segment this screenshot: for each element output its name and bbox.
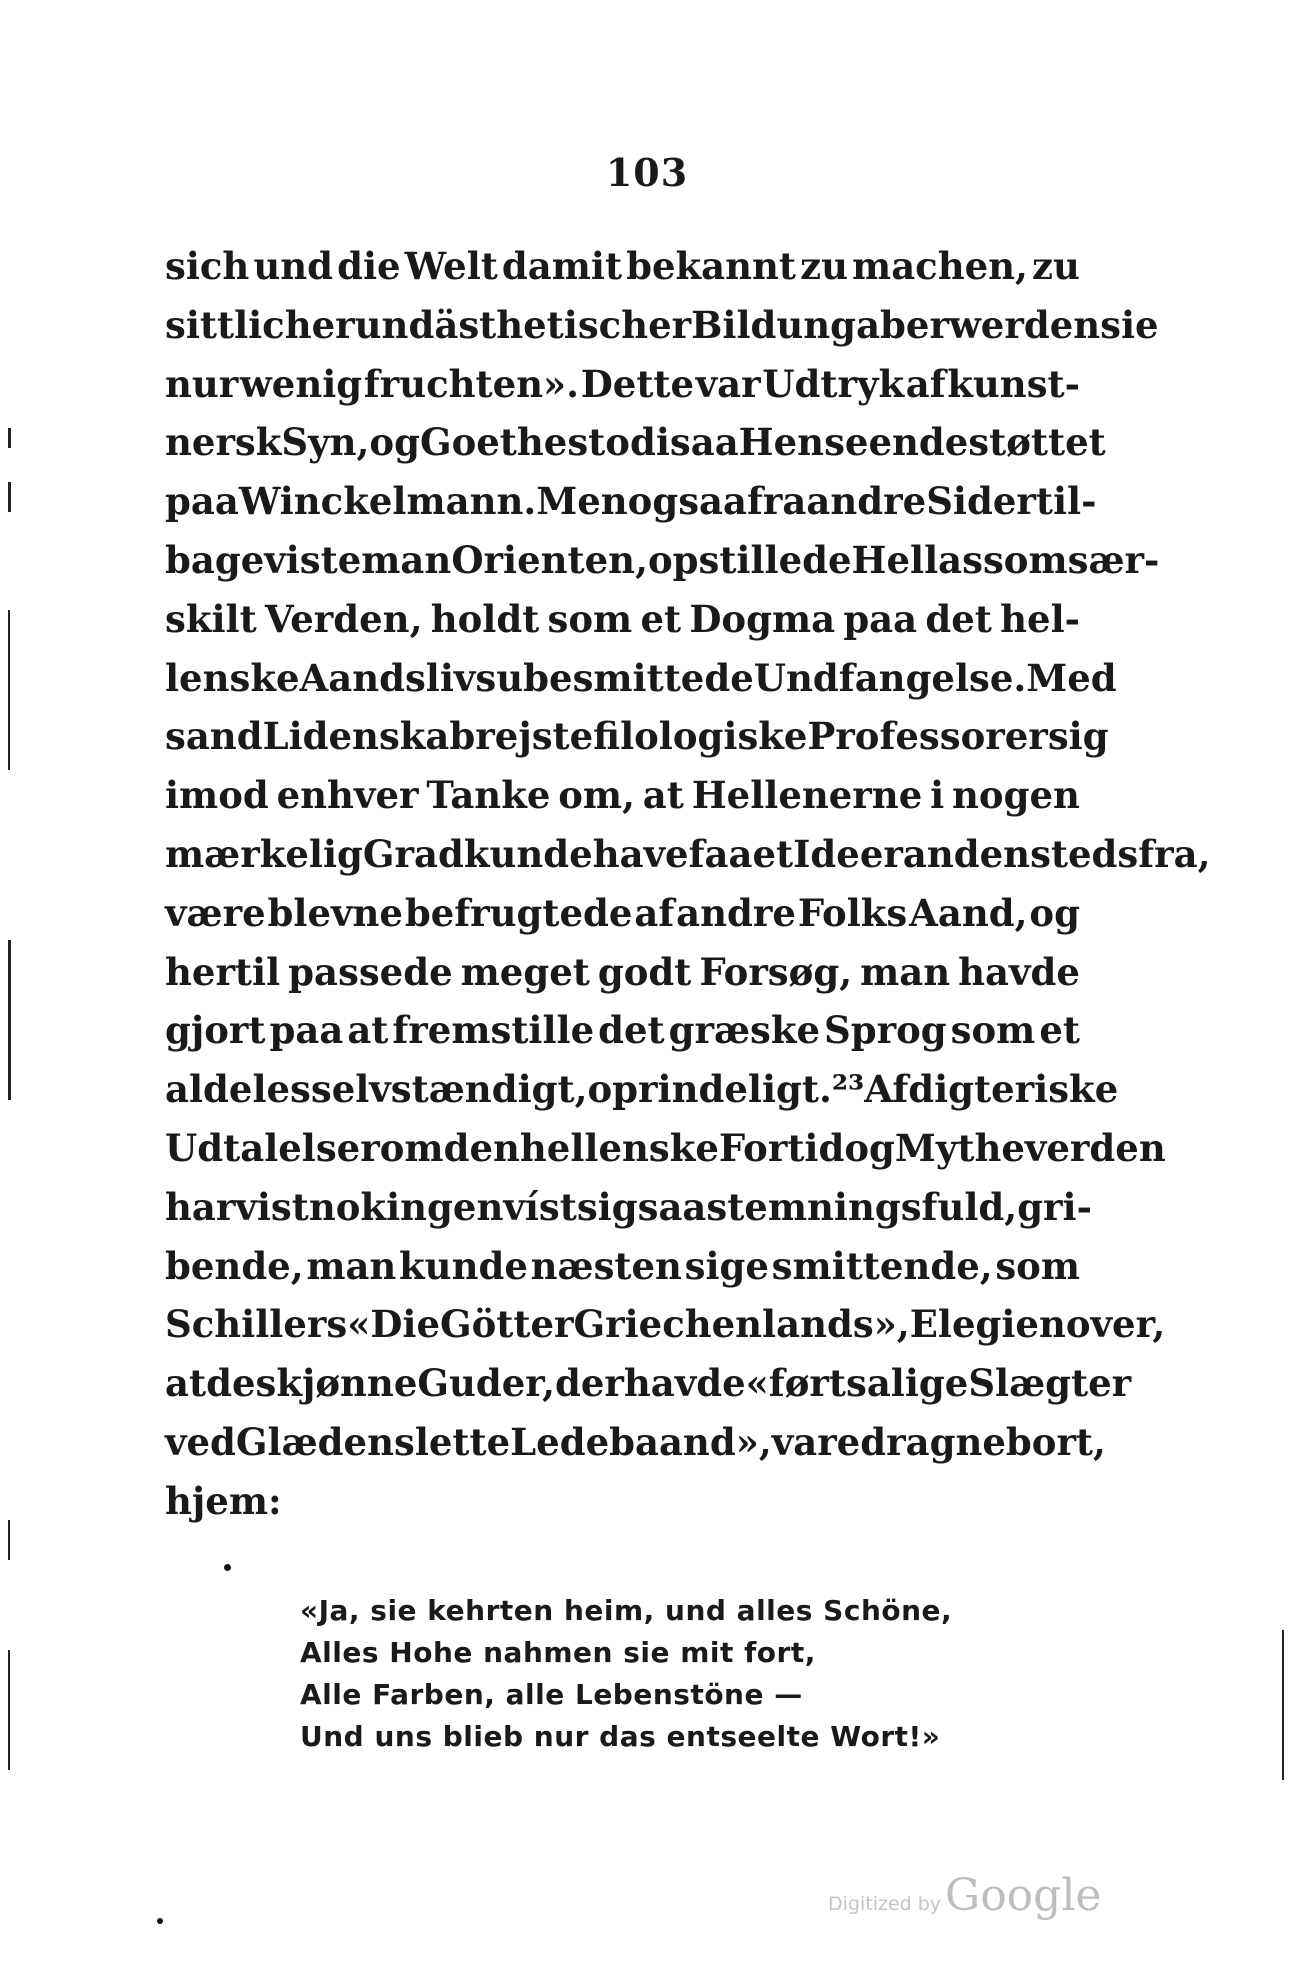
word: Winckelmann. — [238, 479, 537, 524]
word: Sider — [926, 479, 1036, 524]
word: skilt — [165, 596, 257, 641]
word: fra — [747, 479, 807, 524]
text-line — [165, 1060, 1119, 1119]
text-line — [165, 1413, 1106, 1472]
scan-edge-mark — [8, 940, 11, 1100]
text-line — [165, 707, 1109, 766]
word: stemningsfuld, — [706, 1184, 1018, 1229]
word: man — [361, 537, 452, 582]
word: Syn, — [281, 420, 370, 465]
scan-edge-mark — [8, 1650, 10, 1770]
word: at — [165, 1361, 207, 1406]
word: var — [695, 361, 761, 406]
word: som — [547, 596, 633, 641]
word: om, — [558, 773, 635, 818]
word: rejste — [475, 714, 594, 759]
word: ogsaa — [627, 479, 748, 524]
word: zu — [800, 244, 848, 288]
word: Undfangelse. — [753, 655, 1027, 700]
word: Welt — [404, 244, 498, 288]
scan-edge-mark — [1282, 1630, 1284, 1780]
word: andre — [806, 479, 927, 524]
word: Griechenlands», — [573, 1302, 910, 1347]
word: Fortid — [718, 1125, 845, 1170]
body-text — [165, 237, 1211, 1531]
word: Dette — [580, 361, 695, 406]
scan-edge-mark — [8, 610, 10, 770]
word: og — [369, 420, 420, 465]
word: smittende, — [771, 1243, 993, 1288]
word: som — [982, 537, 1068, 582]
word: meget — [460, 949, 590, 994]
word: sich — [165, 244, 250, 288]
word: imod — [165, 773, 269, 818]
word: næsten — [530, 1243, 682, 1288]
word: «ført — [745, 1361, 846, 1406]
word: vare — [771, 1419, 861, 1464]
word: et — [640, 596, 682, 641]
word: det — [598, 1008, 665, 1053]
word: sie — [1100, 302, 1159, 347]
text-line — [165, 1295, 1166, 1354]
word: og — [844, 1125, 895, 1170]
word: aldeles — [165, 1067, 311, 1112]
word: und — [253, 244, 334, 288]
word: gri- — [1017, 1184, 1092, 1229]
word: nogen — [952, 773, 1080, 818]
word: Hellenerne — [691, 773, 923, 818]
word: andenstedsfra, — [902, 831, 1211, 876]
word: machen, — [852, 244, 1028, 288]
text-line — [165, 1001, 1080, 1060]
word: Guder, — [417, 1361, 555, 1406]
word: lette — [414, 1419, 511, 1464]
word: salige — [845, 1361, 969, 1406]
word: Schillers — [165, 1302, 348, 1347]
watermark-brand-logo: Google — [945, 1870, 1102, 1921]
text-line — [165, 825, 1211, 884]
text-line — [165, 1119, 1166, 1178]
word: gjort — [165, 1008, 266, 1053]
digitized-watermark — [828, 1870, 1101, 1921]
text-line — [165, 1237, 1080, 1296]
word: til- — [1035, 479, 1097, 524]
word: Goethe — [419, 420, 568, 465]
verse-line: Und uns blieb nur das entseelte Wort!» — [300, 1720, 941, 1753]
word: sittlicher — [165, 302, 355, 347]
word: sand — [165, 714, 263, 759]
word: andre — [676, 890, 796, 935]
word: som — [995, 1243, 1080, 1288]
word: werden — [948, 302, 1101, 347]
word: være — [165, 890, 266, 935]
word: ubesmittede — [496, 655, 754, 700]
word: af — [905, 361, 946, 406]
text-line — [165, 472, 1097, 531]
word: paa — [269, 1008, 344, 1053]
word: wenig — [239, 361, 363, 406]
text-line — [165, 355, 1080, 414]
word: selvstændigt, — [310, 1067, 588, 1112]
word: enhver — [276, 773, 419, 818]
word: hellenske — [519, 1125, 719, 1170]
page-number: 103 — [605, 150, 689, 195]
word: et — [1039, 1008, 1080, 1053]
word: hjem: — [165, 1478, 282, 1523]
verse-line: Alle Farben, alle Lebenstöne — — [300, 1678, 803, 1711]
text-line — [165, 649, 1117, 708]
word: ved — [165, 1419, 236, 1464]
word: Dogma — [689, 596, 836, 641]
word: græske — [668, 1008, 821, 1053]
word: paa — [843, 596, 918, 641]
word: damit — [501, 244, 623, 288]
verse-quotation — [300, 1590, 1000, 1758]
word: kunde — [463, 831, 593, 876]
word: Mytheverden — [894, 1125, 1166, 1170]
text-line — [165, 237, 1080, 296]
word: fruchten». — [363, 361, 580, 406]
word: Bildung — [691, 302, 857, 347]
word: Men — [536, 479, 628, 524]
word: nersk — [165, 420, 282, 465]
word: faaet — [688, 831, 794, 876]
word: ingen — [386, 1184, 504, 1229]
word: bageviste — [165, 537, 362, 582]
word: Tanke — [426, 773, 551, 818]
word: om — [379, 1125, 444, 1170]
word: Glædens — [235, 1419, 415, 1464]
word: Slægter — [968, 1361, 1132, 1406]
word: paa — [165, 479, 239, 524]
word: som — [950, 1008, 1036, 1053]
word: Af — [864, 1067, 909, 1112]
word: bort, — [1005, 1419, 1106, 1464]
word: opstillede — [647, 537, 852, 582]
text-line — [165, 766, 1080, 825]
word: Verden, — [264, 596, 423, 641]
word: af — [634, 890, 675, 935]
word: Aand, — [909, 890, 1028, 935]
word: und — [354, 302, 435, 347]
word: Professorer — [807, 714, 1048, 759]
word: Forsøg, — [699, 949, 853, 994]
word: det — [925, 596, 992, 641]
word: zu — [1031, 244, 1080, 288]
word: de — [206, 1361, 256, 1406]
word: godt — [597, 949, 692, 994]
word: i — [655, 420, 670, 465]
word: sær- — [1067, 537, 1160, 582]
scan-speck — [157, 1918, 163, 1924]
word: bende, — [165, 1243, 304, 1288]
word: Aandslivs — [299, 655, 497, 700]
word: saa — [669, 420, 739, 465]
word: Lidenskab — [262, 714, 476, 759]
verse-line: Alles Hohe nahmen sie mit fort, — [300, 1636, 816, 1669]
word: Folks — [797, 890, 908, 935]
word: Sprog — [824, 1008, 947, 1053]
text-line — [165, 590, 1080, 649]
word: støttet — [968, 420, 1106, 465]
scan-edge-mark — [8, 428, 11, 448]
word: kunde — [399, 1243, 528, 1288]
text-line — [165, 1178, 1092, 1237]
word: den — [443, 1125, 520, 1170]
word: sig — [1047, 714, 1109, 759]
word: bekannt — [626, 244, 797, 288]
text-line — [165, 884, 1080, 943]
word: fremstille — [392, 1008, 595, 1053]
word: stod — [567, 420, 656, 465]
word: Ledebaand», — [510, 1419, 772, 1464]
word: «Die — [347, 1302, 440, 1347]
word: blevne — [267, 890, 403, 935]
word: die — [337, 244, 401, 288]
word: Hellas — [851, 537, 983, 582]
word: nur — [165, 361, 239, 406]
word: Götter — [440, 1302, 574, 1347]
word: at — [347, 1008, 389, 1053]
word: Ideer — [793, 831, 903, 876]
word: i — [930, 773, 945, 818]
word: víst — [503, 1184, 577, 1229]
word: oprindeligt.²³ — [587, 1067, 865, 1112]
scan-edge-mark — [8, 1520, 10, 1560]
word: man — [860, 949, 951, 994]
word: saa — [637, 1184, 707, 1229]
scan-edge-mark — [8, 482, 11, 512]
word: dragne — [860, 1419, 1006, 1464]
word: over, — [1065, 1302, 1166, 1347]
word: der — [554, 1361, 624, 1406]
text-line — [165, 943, 1080, 1002]
word: havde — [958, 949, 1080, 994]
text-line — [165, 413, 1106, 472]
word: lenske — [165, 655, 300, 700]
text-line — [165, 531, 1160, 590]
word: Med — [1026, 655, 1117, 700]
word: hertil — [165, 949, 281, 994]
watermark-digitized-text: Digitized by — [828, 1893, 942, 1915]
word: har — [165, 1184, 236, 1229]
word: havde — [623, 1361, 746, 1406]
word: Orienten, — [451, 537, 648, 582]
word: skjønne — [255, 1361, 418, 1406]
word: ästhetischer — [434, 302, 692, 347]
text-line — [165, 296, 1159, 355]
word: filologiske — [593, 714, 808, 759]
word: hel- — [1000, 596, 1080, 641]
word: have — [592, 831, 689, 876]
word: holdt — [430, 596, 540, 641]
word: sige — [684, 1243, 769, 1288]
word: og — [1029, 890, 1080, 935]
word: vistnok — [235, 1184, 387, 1229]
word: befrugtede — [404, 890, 633, 935]
word: Grad — [362, 831, 464, 876]
word: digteriske — [908, 1067, 1119, 1112]
word: mærkelig — [165, 831, 363, 876]
word: sig — [576, 1184, 638, 1229]
word: aber — [856, 302, 949, 347]
word: man — [306, 1243, 397, 1288]
word: passede — [288, 949, 453, 994]
word: Udtryk — [762, 361, 905, 406]
text-line — [165, 1472, 1080, 1531]
text-line — [165, 1354, 1132, 1413]
verse-line: «Ja, sie kehrten heim, und alles Schöne, — [300, 1594, 953, 1627]
word: kunst- — [947, 361, 1080, 406]
word: Elegien — [909, 1302, 1066, 1347]
word: Udtalelser — [165, 1125, 380, 1170]
word: Henseende — [738, 420, 969, 465]
word: at — [642, 773, 684, 818]
scan-speck — [224, 1564, 231, 1571]
